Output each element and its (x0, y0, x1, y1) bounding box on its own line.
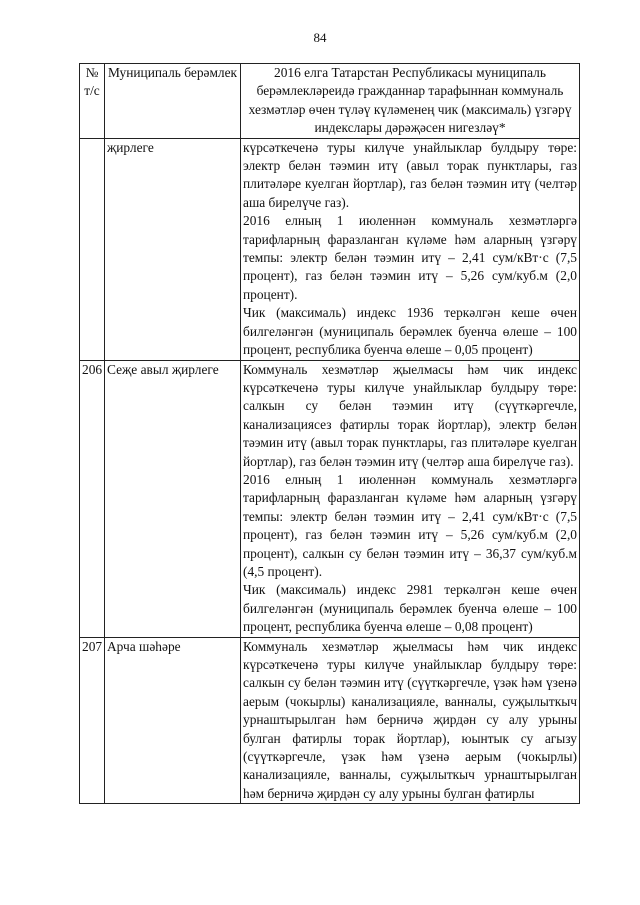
row-number (80, 138, 105, 360)
description-paragraph: 2016 елның 1 июленнән коммуналь хезмәтләргә тарифларның фаразланган күләме һәм аларның үзгәрү темпы: электр белән тәэмин итү – 2,41 сум/кВт·с (7,5 процент), газ белән тәэмин итү – 5,26 сум/куб.м (2,0 процент). (243, 213, 577, 302)
table-row (80, 138, 580, 360)
row-municipality: Сеҗе авыл җирлеге (105, 360, 241, 637)
description-paragraph: Чик (максималь) индекс 1936 теркәлгән кеше өчен билгеләнгән (муниципаль берәмлек буенча өлеше – 100 процент, республика буенча өлеше – 0,05 процент) (243, 305, 577, 358)
description-paragraph: күрсәткеченә туры килүче унайлыклар булдыру төре: электр белән тәэмин итү (авыл торак пунктлары, газ плитәләре куелган йортлар), газ белән тәэмин итү (челтәр аша бирелүче газ). (243, 139, 577, 210)
table-header-row (80, 64, 580, 139)
row-description (241, 138, 580, 360)
row-number: 206 (80, 360, 105, 637)
row-number: 207 (80, 637, 105, 804)
description-paragraph: 2016 елның 1 июленнән коммуналь хезмәтләргә тарифларның фаразланган күләме һәм аларның үзгәрү темпы: электр белән тәэмин итү – 2,41 сум/кВт·с (7,5 процент), газ белән тәэмин итү – 5,26 сум/куб.м (2,0 процент), салкын су белән тәэмин итү – 36,37 сум/куб.м (4,5 процент). (243, 471, 577, 579)
row-municipality: Арча шәһәре (105, 637, 241, 804)
header-municipality: Муниципаль берәмлек (105, 64, 241, 139)
header-description: 2016 елга Татарстан Республикасы муниципаль берәмлекләреидә гражданнар тарафыннан коммуналь хезмәтләр өчен түләү күләменең чик (максималь) үзгәрү индекслары дәрәҗәсен нигезләү* (241, 64, 580, 139)
description-paragraph: Чик (максималь) индекс 2981 теркәлгән кеше өчен билгеләнгән (муниципаль берәмлек буенча өлеше – 100 процент, республика буенча өлеше – 0,08 процент) (243, 582, 577, 635)
row-description (241, 637, 580, 804)
description-paragraph: Коммуналь хезмәтләр җыелмасы һәм чик индекс күрсәткеченә туры килүче унайлыклар булдыру төре: салкын су белән тәэмин итү (сүүткәргечле, үзәк һәм үзенә аерым (чокырлы) канализацияле, ванналы, суҗылыткыч урнаштырылган һәм берничә җирдән су алу урыны булган фатирлы торак йортлар), юынтык су агызу (сүүткәргечле, үзәк һәм үзенә аерым (чокырлы) канализацияле, ванналы, суҗылыткыч урнаштырылган һәм берничә җирдән су алу урыны булган фатирлы (243, 638, 577, 801)
row-description (241, 360, 580, 637)
document-table (79, 63, 580, 804)
page-number: 84 (313, 30, 327, 45)
table-row (80, 360, 580, 637)
description-paragraph: Коммуналь хезмәтләр җыелмасы һәм чик индекс күрсәткеченә туры килүче унайлыклар булдыру төре: салкын су белән тәэмин итү (сүүткәргечле, канализациясез фатирлы торак йортлар), электр белән тәэмин итү (авыл торак пунктлары, газ плитәләре куелган йортлар), газ белән тәэмин итү (челтәр аша бирелүче газ). (243, 361, 577, 469)
row-municipality: җирлеге (105, 138, 241, 360)
table-row (80, 637, 580, 804)
header-number: № т/с (80, 64, 105, 139)
